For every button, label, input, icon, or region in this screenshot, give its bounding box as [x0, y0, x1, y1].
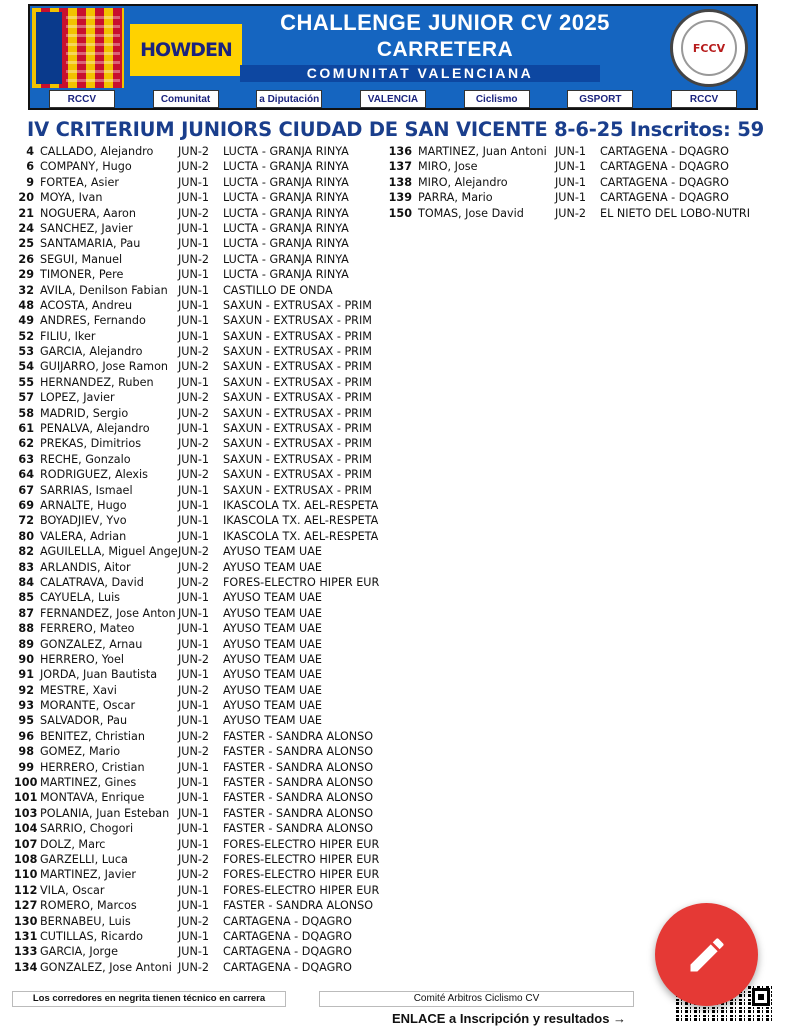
rider-category: JUN-1	[178, 175, 210, 189]
rider-category: JUN-1	[178, 776, 210, 790]
rider-name: FERRERO, Mateo	[40, 622, 135, 636]
rider-team: AYUSO TEAM UAE	[223, 668, 322, 682]
rider-name: GARCIA, Jorge	[40, 945, 118, 959]
rider-name: COMPANY, Hugo	[40, 160, 132, 174]
rider-category: JUN-2	[178, 468, 210, 482]
rider-category: JUN-1	[178, 714, 210, 728]
rider-team: SAXUN - EXTRUSAX - PRIM	[223, 298, 372, 312]
rider-name: HERRERO, Cristian	[40, 760, 145, 774]
rider-dorsal: 98	[18, 745, 34, 759]
rider-name: RECHE, Gonzalo	[40, 452, 131, 466]
rider-category: JUN-1	[178, 806, 210, 820]
rider-team: FASTER - SANDRA ALONSO	[223, 791, 374, 805]
rider-category: JUN-2	[178, 160, 210, 174]
rider-name: MESTRE, Xavi	[40, 683, 117, 697]
rider-name: DOLZ, Marc	[40, 837, 106, 851]
rider-category: JUN-2	[178, 652, 210, 666]
rider-team: AYUSO TEAM UAE	[223, 683, 322, 697]
rider-dorsal: 134	[14, 960, 38, 974]
rider-team: AYUSO TEAM UAE	[223, 622, 322, 636]
rider-category: JUN-1	[555, 191, 587, 205]
rider-category: JUN-1	[178, 221, 210, 235]
rider-dorsal: 150	[388, 206, 412, 220]
rider-name: ANDRES, Fernando	[40, 314, 146, 328]
rider-dorsal: 72	[18, 514, 34, 528]
rider-dorsal: 49	[18, 314, 34, 328]
rider-dorsal: 89	[18, 637, 34, 651]
committee-note: Comité Arbitros Ciclismo CV	[319, 991, 634, 1007]
rider-name: NOGUERA, Aaron	[40, 206, 136, 220]
rider-team: LUCTA - GRANJA RINYA	[223, 191, 349, 205]
rider-category: JUN-1	[178, 191, 210, 205]
rider-team: AYUSO TEAM UAE	[223, 591, 322, 605]
rider-team: SAXUN - EXTRUSAX - PRIM	[223, 314, 372, 328]
rider-dorsal: 26	[18, 252, 34, 266]
rider-category: JUN-2	[178, 545, 210, 559]
rider-category: JUN-2	[178, 145, 210, 158]
rider-team: CARTAGENA - DQAGRO	[600, 160, 729, 174]
rider-category: JUN-1	[178, 314, 210, 328]
sponsor-logo: GSPORT	[567, 90, 633, 108]
rider-team: FASTER - SANDRA ALONSO	[223, 776, 374, 790]
rider-team: LUCTA - GRANJA RINYA	[223, 252, 349, 266]
rider-dorsal: 84	[18, 575, 34, 589]
rider-category: JUN-1	[178, 452, 210, 466]
rider-name: VILA, Oscar	[40, 883, 105, 897]
rider-team: FORES-ELECTRO HIPER EUR	[223, 575, 380, 589]
rider-name: BOYADJIEV, Yvo	[40, 514, 127, 528]
rider-dorsal: 91	[18, 668, 34, 682]
sponsor-logo: RCCV	[49, 90, 115, 108]
rider-team: CARTAGENA - DQAGRO	[223, 945, 352, 959]
rider-category: JUN-2	[178, 437, 210, 451]
rider-dorsal: 9	[26, 175, 34, 189]
rider-category: JUN-1	[178, 237, 210, 251]
rider-team: SAXUN - EXTRUSAX - PRIM	[223, 468, 372, 482]
rider-category: JUN-2	[178, 852, 210, 866]
rider-dorsal: 63	[18, 452, 34, 466]
rider-dorsal: 58	[18, 406, 34, 420]
rider-dorsal: 99	[18, 760, 34, 774]
rider-team: AYUSO TEAM UAE	[223, 545, 322, 559]
pencil-icon	[685, 933, 729, 977]
rider-category: JUN-1	[178, 375, 210, 389]
rider-team: SAXUN - EXTRUSAX - PRIM	[223, 375, 372, 389]
rider-team: CARTAGENA - DQAGRO	[223, 929, 352, 943]
rider-dorsal: 101	[14, 791, 38, 805]
rider-name: CALATRAVA, David	[40, 575, 144, 589]
qr-finder-pattern	[752, 988, 770, 1006]
rider-team: LUCTA - GRANJA RINYA	[223, 237, 349, 251]
rider-name: AGUILELLA, Miguel Ange	[40, 545, 178, 559]
rider-dorsal: 29	[18, 268, 34, 282]
rider-dorsal: 127	[14, 899, 38, 913]
rider-name: FORTEA, Asier	[40, 175, 119, 189]
rider-name: SARRIAS, Ismael	[40, 483, 133, 497]
rider-dorsal: 136	[388, 145, 412, 158]
rider-name: HERRERO, Yoel	[40, 652, 124, 666]
rider-name: PENALVA, Alejandro	[40, 422, 150, 436]
rider-dorsal: 48	[18, 298, 34, 312]
rider-dorsal: 62	[18, 437, 34, 451]
rider-category: JUN-1	[178, 268, 210, 282]
rider-name: TOMAS, Jose David	[418, 206, 524, 220]
edit-button[interactable]	[655, 903, 758, 1006]
rider-name: FERNANDEZ, Jose Anton	[40, 606, 176, 620]
rider-team: AYUSO TEAM UAE	[223, 714, 322, 728]
rider-dorsal: 93	[18, 699, 34, 713]
rider-team: SAXUN - EXTRUSAX - PRIM	[223, 437, 372, 451]
rider-team: LUCTA - GRANJA RINYA	[223, 145, 349, 158]
rider-category: JUN-1	[178, 822, 210, 836]
rider-name: BENITEZ, Christian	[40, 729, 145, 743]
legend-note: Los corredores en negrita tienen técnico en carrera	[12, 991, 286, 1007]
rider-category: JUN-2	[178, 560, 210, 574]
rider-team: SAXUN - EXTRUSAX - PRIM	[223, 422, 372, 436]
rider-name: ROMERO, Marcos	[40, 899, 137, 913]
rider-team: LUCTA - GRANJA RINYA	[223, 206, 349, 220]
rider-dorsal: 133	[14, 945, 38, 959]
rider-dorsal: 24	[18, 221, 34, 235]
rider-name: AVILA, Denilson Fabian	[40, 283, 168, 297]
rider-dorsal: 57	[18, 391, 34, 405]
rider-dorsal: 103	[14, 806, 38, 820]
rider-name: SEGUI, Manuel	[40, 252, 123, 266]
rider-dorsal: 90	[18, 652, 34, 666]
rider-dorsal: 139	[388, 191, 412, 205]
rider-name: GARZELLI, Luca	[40, 852, 128, 866]
rider-name: CALLADO, Alejandro	[40, 145, 154, 158]
rider-dorsal: 92	[18, 683, 34, 697]
rider-team: LUCTA - GRANJA RINYA	[223, 268, 349, 282]
rider-category: JUN-1	[178, 637, 210, 651]
rider-team: AYUSO TEAM UAE	[223, 699, 322, 713]
rider-category: JUN-1	[178, 606, 210, 620]
rider-dorsal: 82	[18, 545, 34, 559]
rider-category: JUN-2	[178, 406, 210, 420]
rider-team: CARTAGENA - DQAGRO	[223, 914, 352, 928]
rider-category: JUN-1	[555, 175, 587, 189]
rider-team: SAXUN - EXTRUSAX - PRIM	[223, 483, 372, 497]
rider-category: JUN-2	[555, 206, 587, 220]
rider-category: JUN-1	[178, 837, 210, 851]
event-title: IV CRITERIUM JUNIORS CIUDAD DE SAN VICENTE 8-6-25 Inscritos: 59	[27, 118, 764, 141]
rider-team: SAXUN - EXTRUSAX - PRIM	[223, 360, 372, 374]
sponsor-logo: Ciclismo	[464, 90, 530, 108]
sponsor-logo: VALENCIA	[360, 90, 426, 108]
rider-name: ACOSTA, Andreu	[40, 298, 133, 312]
rider-team: SAXUN - EXTRUSAX - PRIM	[223, 391, 372, 405]
rider-dorsal: 108	[14, 852, 38, 866]
rider-category: JUN-1	[178, 668, 210, 682]
rider-team: LUCTA - GRANJA RINYA	[223, 221, 349, 235]
rider-category: JUN-2	[178, 960, 210, 974]
rider-dorsal: 55	[18, 375, 34, 389]
valencia-flag-logo	[32, 8, 124, 88]
rider-category: JUN-1	[178, 883, 210, 897]
rider-name: MARTINEZ, Javier	[40, 868, 136, 882]
rider-team: IKASCOLA TX. AEL-RESPETA	[223, 514, 379, 528]
rider-category: JUN-1	[178, 699, 210, 713]
rider-category: JUN-1	[178, 329, 210, 343]
rider-dorsal: 95	[18, 714, 34, 728]
rider-name: MIRO, Alejandro	[418, 175, 508, 189]
sponsor-logo: Comunitat	[153, 90, 219, 108]
rider-category: JUN-2	[178, 914, 210, 928]
rider-name: ARNALTE, Hugo	[40, 498, 127, 512]
banner-region: COMUNITAT VALENCIANA	[306, 65, 534, 81]
rider-name: ARLANDIS, Aitor	[40, 560, 131, 574]
rider-name: VALERA, Adrian	[40, 529, 127, 543]
banner-title: CHALLENGE JUNIOR CV 2025	[280, 10, 610, 35]
rider-team: CARTAGENA - DQAGRO	[223, 960, 352, 974]
rider-category: JUN-1	[178, 422, 210, 436]
rider-dorsal: 138	[388, 175, 412, 189]
rider-name: RODRIGUEZ, Alexis	[40, 468, 148, 482]
rider-category: JUN-1	[178, 483, 210, 497]
rider-category: JUN-1	[178, 283, 210, 297]
rider-team: IKASCOLA TX. AEL-RESPETA	[223, 498, 379, 512]
rider-team: SAXUN - EXTRUSAX - PRIM	[223, 406, 372, 420]
rider-team: IKASCOLA TX. AEL-RESPETA	[223, 529, 379, 543]
rider-team: SAXUN - EXTRUSAX - PRIM	[223, 329, 372, 343]
rider-dorsal: 67	[18, 483, 34, 497]
rider-team: FORES-ELECTRO HIPER EUR	[223, 852, 380, 866]
rider-name: CUTILLAS, Ricardo	[40, 929, 143, 943]
sponsor-row	[30, 88, 756, 110]
sponsor-logo: RCCV	[671, 90, 737, 108]
rider-name: SANCHEZ, Javier	[40, 221, 133, 235]
federation-seal-logo	[670, 9, 748, 87]
rider-name: MIRO, Jose	[418, 160, 478, 174]
rider-category: JUN-2	[178, 575, 210, 589]
rider-team: LUCTA - GRANJA RINYA	[223, 160, 349, 174]
rider-dorsal: 61	[18, 422, 34, 436]
event-banner	[28, 4, 758, 110]
rider-dorsal: 64	[18, 468, 34, 482]
rider-name: GOMEZ, Mario	[40, 745, 121, 759]
rider-category: JUN-2	[178, 729, 210, 743]
rider-dorsal: 52	[18, 329, 34, 343]
rider-dorsal: 4	[26, 145, 34, 158]
rider-category: JUN-1	[555, 145, 587, 158]
main-sponsor-logo: HOWDEN	[130, 24, 242, 76]
rider-name: GONZALEZ, Jose Antoni	[40, 960, 172, 974]
rider-name: SARRIO, Chogori	[40, 822, 134, 836]
rider-team: FASTER - SANDRA ALONSO	[223, 745, 374, 759]
rider-name: POLANIA, Juan Esteban	[40, 806, 170, 820]
rider-team: FASTER - SANDRA ALONSO	[223, 822, 374, 836]
rider-name: PARRA, Mario	[418, 191, 493, 205]
rider-category: JUN-2	[178, 745, 210, 759]
rider-team: AYUSO TEAM UAE	[223, 606, 322, 620]
rider-dorsal: 131	[14, 929, 38, 943]
rider-name: JORDA, Juan Bautista	[40, 668, 158, 682]
rider-category: JUN-1	[178, 929, 210, 943]
rider-team: CARTAGENA - DQAGRO	[600, 145, 729, 158]
rider-dorsal: 112	[14, 883, 38, 897]
rider-name: MADRID, Sergio	[40, 406, 129, 420]
rider-category: JUN-1	[178, 622, 210, 636]
rider-name: FILIU, Iker	[40, 329, 96, 343]
rider-dorsal: 137	[388, 160, 412, 174]
rider-dorsal: 21	[18, 206, 34, 220]
rider-name: SALVADOR, Pau	[40, 714, 128, 728]
rider-category: JUN-2	[178, 868, 210, 882]
rider-name: LOPEZ, Javier	[40, 391, 115, 405]
rider-team: FASTER - SANDRA ALONSO	[223, 760, 374, 774]
rider-team: FASTER - SANDRA ALONSO	[223, 806, 374, 820]
rider-dorsal: 107	[14, 837, 38, 851]
rider-team: SAXUN - EXTRUSAX - PRIM	[223, 345, 372, 359]
rider-team: CARTAGENA - DQAGRO	[600, 175, 729, 189]
rider-category: JUN-1	[178, 791, 210, 805]
rider-name: MOYA, Ivan	[40, 191, 103, 205]
rider-name: MARTINEZ, Juan Antoni	[418, 145, 547, 158]
rider-team: CASTILLO DE ONDA	[223, 283, 333, 297]
rider-category: JUN-2	[178, 683, 210, 697]
rider-dorsal: 87	[18, 606, 34, 620]
seal-text: FCCV	[692, 41, 726, 55]
registration-link[interactable]: ENLACE a Inscripción y resultados →	[392, 1011, 627, 1026]
rider-category: JUN-2	[178, 252, 210, 266]
rider-dorsal: 104	[14, 822, 38, 836]
rider-category: JUN-1	[178, 945, 210, 959]
rider-dorsal: 130	[14, 914, 38, 928]
rider-dorsal: 54	[18, 360, 34, 374]
rider-team: FORES-ELECTRO HIPER EUR	[223, 883, 380, 897]
rider-team: FASTER - SANDRA ALONSO	[223, 729, 374, 743]
rider-name: PREKAS, Dimitrios	[40, 437, 142, 451]
rider-category: JUN-2	[178, 345, 210, 359]
rider-category: JUN-2	[178, 206, 210, 220]
rider-name: MARTINEZ, Gines	[40, 776, 137, 790]
rider-category: JUN-1	[178, 298, 210, 312]
rider-dorsal: 83	[18, 560, 34, 574]
rider-category: JUN-1	[178, 899, 210, 913]
rider-team: FORES-ELECTRO HIPER EUR	[223, 868, 380, 882]
rider-dorsal: 32	[18, 283, 34, 297]
rider-name: MORANTE, Oscar	[40, 699, 136, 713]
region-bar	[240, 65, 600, 82]
rider-team: AYUSO TEAM UAE	[223, 637, 322, 651]
rider-team: AYUSO TEAM UAE	[223, 652, 322, 666]
rider-category: JUN-1	[555, 160, 587, 174]
rider-name: CAYUELA, Luis	[40, 591, 121, 605]
rider-name: SANTAMARIA, Pau	[40, 237, 141, 251]
banner-subtitle: CARRETERA	[376, 38, 514, 61]
rider-name: GONZALEZ, Arnau	[40, 637, 143, 651]
sponsor-logo: a Diputación	[256, 90, 322, 108]
rider-category: JUN-1	[178, 529, 210, 543]
rider-dorsal: 80	[18, 529, 34, 543]
rider-dorsal: 100	[14, 776, 38, 790]
rider-team: LUCTA - GRANJA RINYA	[223, 175, 349, 189]
rider-team: FASTER - SANDRA ALONSO	[223, 899, 374, 913]
rider-category: JUN-2	[178, 391, 210, 405]
rider-category: JUN-1	[178, 591, 210, 605]
rider-category: JUN-1	[178, 498, 210, 512]
rider-category: JUN-1	[178, 514, 210, 528]
rider-team: EL NIETO DEL LOBO-NUTRI	[600, 206, 750, 220]
rider-team: AYUSO TEAM UAE	[223, 560, 322, 574]
rider-team: CARTAGENA - DQAGRO	[600, 191, 729, 205]
rider-name: GARCIA, Alejandro	[40, 345, 143, 359]
rider-dorsal: 96	[18, 729, 34, 743]
rider-name: BERNABEU, Luis	[40, 914, 131, 928]
rider-team: SAXUN - EXTRUSAX - PRIM	[223, 452, 372, 466]
rider-dorsal: 6	[26, 160, 34, 174]
rider-dorsal: 85	[18, 591, 34, 605]
rider-category: JUN-1	[178, 760, 210, 774]
rider-name: HERNANDEZ, Ruben	[40, 375, 154, 389]
rider-team: FORES-ELECTRO HIPER EUR	[223, 837, 380, 851]
rider-dorsal: 25	[18, 237, 34, 251]
rider-name: TIMONER, Pere	[40, 268, 124, 282]
rider-dorsal: 110	[14, 868, 38, 882]
rider-category: JUN-2	[178, 360, 210, 374]
rider-dorsal: 53	[18, 345, 34, 359]
rider-dorsal: 20	[18, 191, 34, 205]
rider-dorsal: 88	[18, 622, 34, 636]
rider-name: MONTAVA, Enrique	[40, 791, 145, 805]
rider-dorsal: 69	[18, 498, 34, 512]
rider-name: GUIJARRO, Jose Ramon	[40, 360, 169, 374]
